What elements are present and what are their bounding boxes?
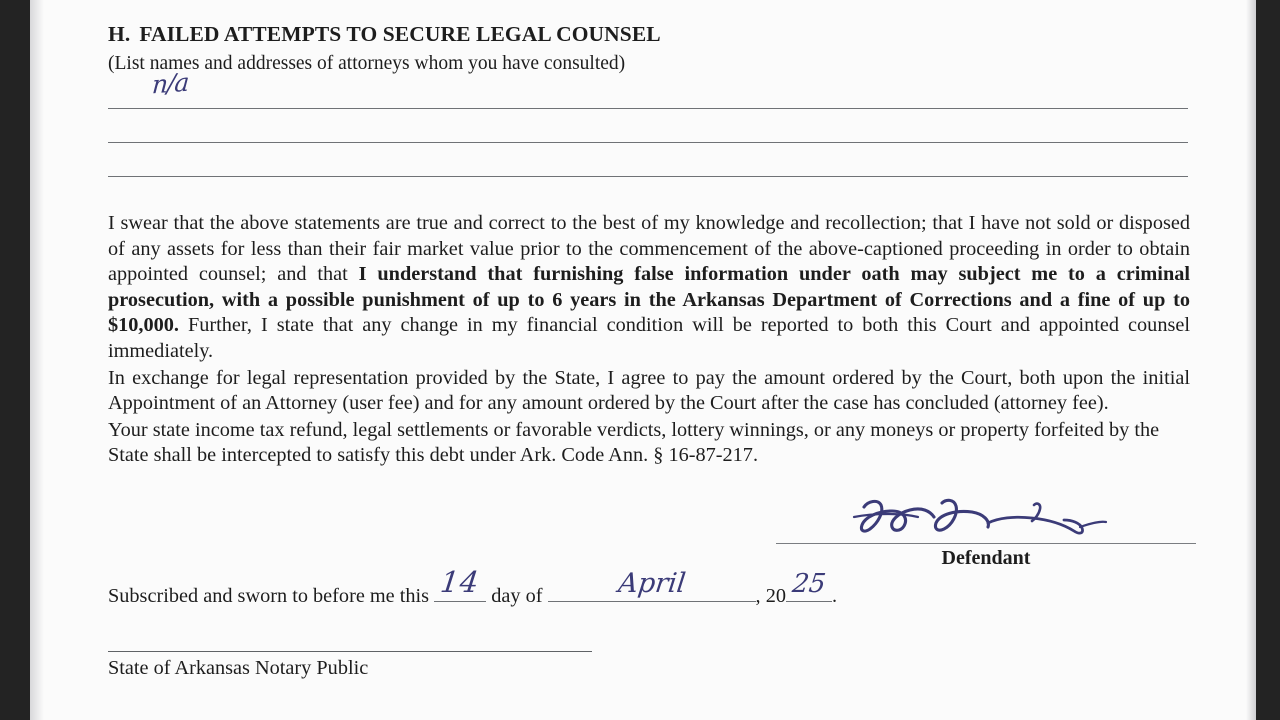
jurat-day-value: 14 [438,564,482,599]
interception-paragraph: Your state income tax refund, legal settlements or favorable verdicts, lottery winnings, or any moneys or property forfeited by the State shall be intercepted to satisfy this debt under Ark. Code Ann. § 16-87-217. [108,418,1160,467]
notary-caption: State of Arkansas Notary Public [108,656,369,679]
scanned-document-page [30,0,1256,720]
answer-line-1[interactable] [108,67,1188,109]
jurat-year-prefix: , 20 [755,584,786,607]
signature-caption: Defendant [941,546,1031,569]
oath-run-3: Further, I state that any change in my financial condition will be reported to both this Court and appointed counsel immediately. [108,314,1190,362]
section-heading [108,0,1190,47]
section-title: FAILED ATTEMPTS TO SECURE LEGAL COUNSEL [139,22,661,46]
defendant-signature-ink [848,493,1148,545]
payment-paragraph: In exchange for legal representation provided by the State, I agree to pay the amount ordered by the Court, both upon the initial Appointment of an Attorney (user fee) and for any amount ordered by the Court after the case has concluded (attorney fee). [108,366,1190,415]
letterbox-left [0,0,30,720]
jurat-prefix: Subscribed and sworn to before me this [108,584,430,607]
answer-lines-group [108,67,1190,177]
jurat-middle: day of [491,584,543,607]
oath-run-2-bold: I understand that furnishing false information under oath may subject me to a criminal prosecution, with a possible punishment of up to 6 years in the Arkansas Department of Corrections and a fine of up to $10,000. [108,263,1190,337]
jurat-month-value: April [616,567,687,599]
jurat-month-blank[interactable] [548,567,756,602]
answer-line-3[interactable] [108,153,1188,177]
section-subtitle: (List names and addresses of attorneys whom you have consulted) [108,53,626,74]
letterbox-right [1256,0,1280,720]
document-content [108,0,1190,680]
oath-run-1: I swear that the above statements are true and correct to the best of my knowledge and recollection; that I have not sold or disposed of any assets for less than their fair market value prior to the commencement of the above-captioned proceeding in order to obtain appointed counsel; and that [108,212,1190,286]
notary-block [108,651,1190,680]
jurat-year-value: 25 [790,568,828,599]
section-letter: H. [108,22,131,46]
jurat-year-blank[interactable] [786,568,832,602]
jurat-row [108,564,1190,629]
answer-line-2[interactable] [108,119,1188,143]
oath-paragraph [108,177,1190,365]
signature-line[interactable] [776,543,1196,544]
signature-block [108,495,1190,567]
handwritten-na: n/a [151,67,190,100]
jurat-suffix: . [831,584,838,607]
jurat-day-blank[interactable] [434,564,486,602]
